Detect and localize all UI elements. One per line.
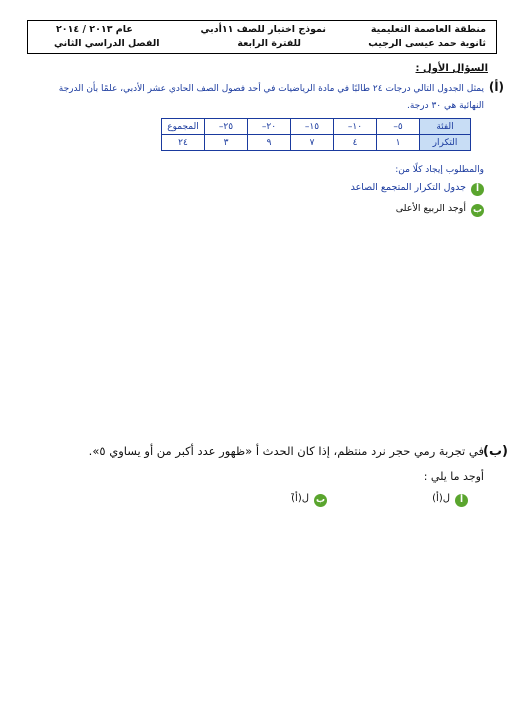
part-b-letter: (ب) — [483, 444, 508, 459]
frequency-table — [161, 118, 471, 151]
header-year: عام ٢٠١٣ / ٢٠١٤ — [56, 24, 133, 35]
header-period: للفترة الرابعة — [237, 38, 301, 49]
part-b-find: أوجد ما يلي : — [423, 470, 484, 483]
table-row — [162, 119, 471, 135]
intro-line-1: يمثل الجدول التالي درجات ٢٤ طالبًا في مادة الرياضيات في أحد فصول الصف الحادي عشر الأدبي، علمًا بأن الدرجة — [58, 84, 484, 94]
table-cell: ٢٠– — [248, 119, 291, 135]
table-cell: ٩ — [248, 135, 291, 151]
bullet-b-icon: ب — [472, 205, 483, 215]
table-cell: ٣ — [205, 135, 248, 151]
table-cell: ١٥– — [291, 119, 334, 135]
bullet-b-icon: ب — [315, 495, 326, 505]
header-exam-title: نموذج اختبار للصف ١١أدبي — [200, 24, 326, 35]
table-cell: ١٠– — [334, 119, 377, 135]
bullet-a-icon: أ — [455, 494, 468, 507]
table-cell: ٢٤ — [162, 135, 205, 151]
question1-intro — [14, 81, 484, 115]
question1-title: السؤال الأول : — [415, 63, 488, 74]
table-cell: ٥– — [377, 119, 420, 135]
table-cell: التكرار — [420, 135, 471, 151]
part-a-letter: (أ) — [488, 80, 504, 94]
prob-a-complement: ل(أ̄) — [291, 493, 309, 504]
item-a-text: جدول التكرار المتجمع الصاعد — [350, 182, 466, 193]
table-cell: ١ — [377, 135, 420, 151]
item-b-text: أوجد الربيع الأعلى — [395, 203, 466, 214]
table-cell: المجموع — [162, 119, 205, 135]
table-row — [162, 135, 471, 151]
intro-line-2: النهائية هي ٣٠ درجة. — [406, 101, 484, 111]
header-semester: الفصل الدراسي الثاني — [54, 38, 160, 49]
header-district: منطقة العاصمة التعليمية — [370, 24, 486, 35]
exam-header — [27, 20, 497, 54]
table-cell: ٢٥– — [205, 119, 248, 135]
part-b-question: في تجربة رمي حجر نرد منتظم، إذا كان الحدث أ «ظهور عدد أكبر من أو يساوي ٥». — [88, 444, 484, 458]
bullet-a-icon: أ — [471, 183, 484, 196]
table-cell: الفئة — [420, 119, 471, 135]
table-cell: ٤ — [334, 135, 377, 151]
required-label: والمطلوب إيجاد كلًا من: — [395, 165, 484, 175]
table-cell: ٧ — [291, 135, 334, 151]
prob-a: ل(أ) — [432, 493, 450, 504]
header-school: ثانوية حمد عيسى الرجيب — [368, 38, 486, 49]
